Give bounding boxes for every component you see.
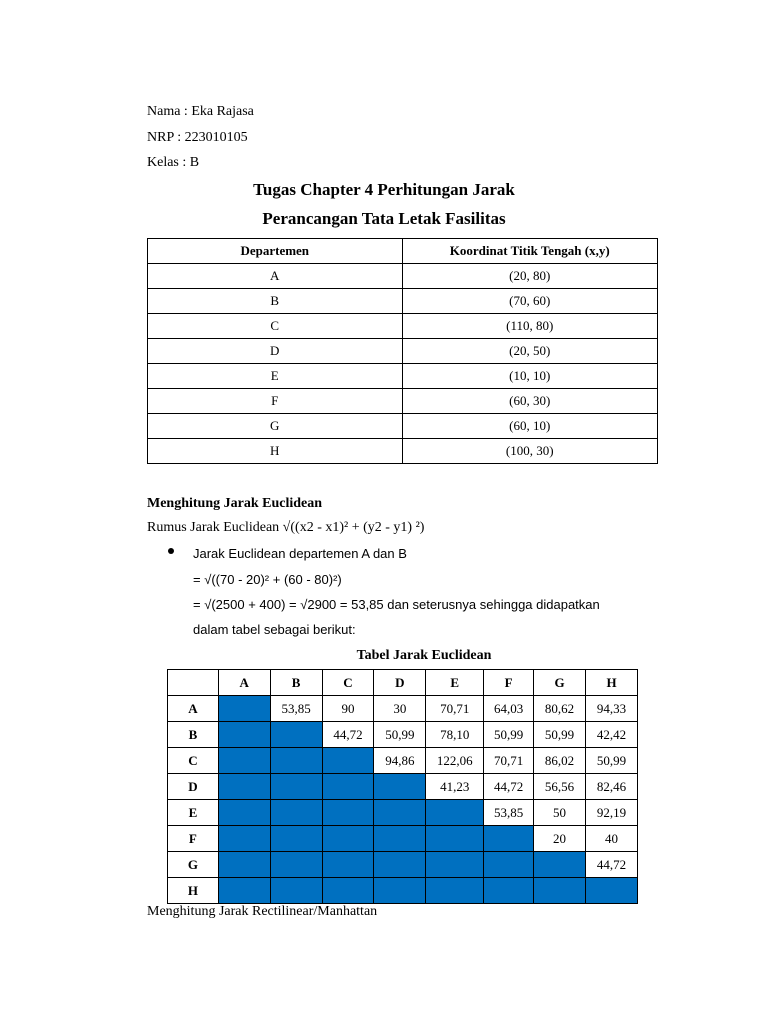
filled-cell [374, 774, 426, 800]
filled-cell [322, 852, 374, 878]
distance-cell: 44,72 [322, 722, 374, 748]
table-row [148, 439, 658, 464]
distance-cell: 50 [534, 800, 586, 826]
column-header: D [374, 670, 426, 696]
column-header: E [426, 670, 484, 696]
filled-cell [534, 878, 586, 904]
coordinate-cell: (110, 80) [402, 314, 658, 339]
coordinate-cell: (60, 10) [402, 414, 658, 439]
table-row [168, 722, 638, 748]
column-header: G [534, 670, 586, 696]
distance-cell: 64,03 [484, 696, 534, 722]
filled-cell [218, 878, 270, 904]
row-header: B [168, 722, 219, 748]
row-header: A [168, 696, 219, 722]
bullet-dot-icon [168, 548, 174, 554]
filled-cell [426, 878, 484, 904]
euclidean-formula: Rumus Jarak Euclidean √((x2 - x1)² + (y2 - y1) ²) [147, 520, 425, 535]
filled-cell [270, 826, 322, 852]
distance-cell: 92,19 [586, 800, 638, 826]
coordinate-cell: (100, 30) [402, 439, 658, 464]
table-header-row [148, 239, 658, 264]
distance-cell: 44,72 [586, 852, 638, 878]
table-row [168, 826, 638, 852]
filled-cell [218, 774, 270, 800]
column-header: C [322, 670, 374, 696]
filled-cell [484, 852, 534, 878]
table-header-row [168, 670, 638, 696]
calculation-step-1: = √((70 - 20)² + (60 - 80)²) [193, 572, 342, 587]
filled-cell [426, 800, 484, 826]
column-header-koordinat: Koordinat Titik Tengah (x,y) [402, 239, 658, 264]
distance-cell: 56,56 [534, 774, 586, 800]
row-header: G [168, 852, 219, 878]
bullet-text: Jarak Euclidean departemen A dan B [193, 546, 407, 561]
distance-cell: 70,71 [484, 748, 534, 774]
filled-cell [270, 774, 322, 800]
distance-cell: 53,85 [270, 696, 322, 722]
row-header: E [168, 800, 219, 826]
table-row [148, 339, 658, 364]
student-name: Nama : Eka Rajasa [147, 104, 254, 119]
calculation-step-2: = √(2500 + 400) = √2900 = 53,85 dan seterusnya sehingga didapatkan [193, 597, 600, 612]
department-cell: A [148, 264, 403, 289]
filled-cell [484, 826, 534, 852]
distance-cell: 78,10 [426, 722, 484, 748]
table-row [148, 264, 658, 289]
filled-cell [322, 878, 374, 904]
department-cell: C [148, 314, 403, 339]
distance-cell: 82,46 [586, 774, 638, 800]
filled-cell [218, 722, 270, 748]
filled-cell [270, 800, 322, 826]
filled-cell [322, 774, 374, 800]
distance-cell: 94,86 [374, 748, 426, 774]
corner-cell [168, 670, 219, 696]
distance-cell: 20 [534, 826, 586, 852]
filled-cell [270, 852, 322, 878]
department-coordinates-table [147, 238, 658, 464]
department-cell: E [148, 364, 403, 389]
table-row [168, 852, 638, 878]
distance-cell: 53,85 [484, 800, 534, 826]
filled-cell [374, 852, 426, 878]
column-header-departemen: Departemen [148, 239, 403, 264]
filled-cell [270, 748, 322, 774]
distance-cell: 30 [374, 696, 426, 722]
distance-cell: 90 [322, 696, 374, 722]
distance-cell: 50,99 [374, 722, 426, 748]
row-header: C [168, 748, 219, 774]
distance-cell: 50,99 [484, 722, 534, 748]
distance-cell: 80,62 [534, 696, 586, 722]
department-cell: D [148, 339, 403, 364]
distance-cell: 44,72 [484, 774, 534, 800]
row-header: D [168, 774, 219, 800]
student-class: Kelas : B [147, 155, 200, 170]
coordinate-cell: (70, 60) [402, 289, 658, 314]
table-row [168, 800, 638, 826]
student-nrp: NRP : 223010105 [147, 130, 248, 145]
euclidean-distance-table [167, 669, 638, 904]
distance-cell: 70,71 [426, 696, 484, 722]
filled-cell [218, 826, 270, 852]
calculation-step-3: dalam tabel sebagai berikut: [193, 622, 356, 637]
column-header: B [270, 670, 322, 696]
department-cell: B [148, 289, 403, 314]
filled-cell [322, 800, 374, 826]
document-title: Tugas Chapter 4 Perhitungan Jarak [253, 180, 515, 199]
filled-cell [374, 826, 426, 852]
filled-cell [322, 826, 374, 852]
filled-cell [426, 826, 484, 852]
coordinate-cell: (60, 30) [402, 389, 658, 414]
distance-cell: 40 [586, 826, 638, 852]
filled-cell [374, 800, 426, 826]
filled-cell [270, 878, 322, 904]
distance-cell: 122,06 [426, 748, 484, 774]
euclidean-heading: Menghitung Jarak Euclidean [147, 496, 323, 511]
filled-cell [484, 878, 534, 904]
column-header: F [484, 670, 534, 696]
table-row [148, 364, 658, 389]
filled-cell [374, 878, 426, 904]
table-row [148, 414, 658, 439]
table-row [148, 314, 658, 339]
row-header: H [168, 878, 219, 904]
filled-cell [426, 852, 484, 878]
filled-cell [218, 852, 270, 878]
filled-cell [218, 800, 270, 826]
filled-cell [534, 852, 586, 878]
table-row [148, 389, 658, 414]
table-row [168, 774, 638, 800]
department-cell: F [148, 389, 403, 414]
table-row [168, 748, 638, 774]
euclidean-table-title: Tabel Jarak Euclidean [356, 648, 492, 663]
department-cell: H [148, 439, 403, 464]
filled-cell [270, 722, 322, 748]
column-header: H [586, 670, 638, 696]
filled-cell [586, 878, 638, 904]
filled-cell [218, 748, 270, 774]
department-cell: G [148, 414, 403, 439]
document-subtitle: Perancangan Tata Letak Fasilitas [262, 209, 506, 228]
filled-cell [218, 696, 270, 722]
column-header: A [218, 670, 270, 696]
distance-cell: 86,02 [534, 748, 586, 774]
distance-cell: 42,42 [586, 722, 638, 748]
table-row [148, 289, 658, 314]
table-row [168, 878, 638, 904]
filled-cell [322, 748, 374, 774]
distance-cell: 50,99 [534, 722, 586, 748]
distance-cell: 50,99 [586, 748, 638, 774]
coordinate-cell: (10, 10) [402, 364, 658, 389]
row-header: F [168, 826, 219, 852]
distance-cell: 41,23 [426, 774, 484, 800]
coordinate-cell: (20, 80) [402, 264, 658, 289]
distance-cell: 94,33 [586, 696, 638, 722]
table-row [168, 696, 638, 722]
rectilinear-heading: Menghitung Jarak Rectilinear/Manhattan [147, 904, 378, 919]
coordinate-cell: (20, 50) [402, 339, 658, 364]
